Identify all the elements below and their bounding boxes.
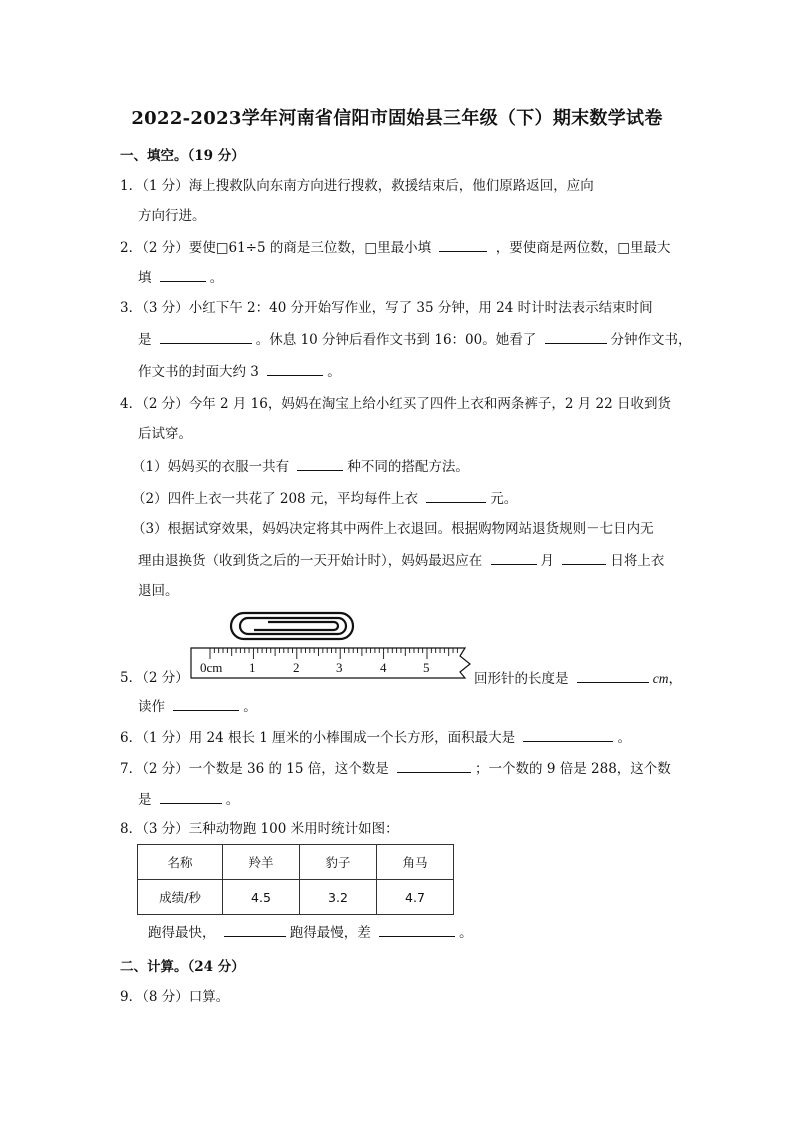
ruler-paperclip-figure [188, 606, 476, 682]
table-header-cell: 角马 [377, 845, 454, 880]
q2-text-d: 。 [209, 270, 224, 286]
ruler-label-1: 1 [249, 660, 256, 675]
q4-sub3-line3: 退回。 [138, 583, 179, 599]
q4-sub2-text-b: 元。 [490, 491, 518, 507]
q3-blank-end-time[interactable] [160, 329, 252, 344]
q3-text-d: 分钟作文书， [610, 332, 692, 348]
section-calculation: 二、计算。（24 分） [120, 959, 245, 975]
q5-text-b: 回形针的长度是 [474, 671, 569, 687]
q4-sub1-text-a: （1）妈妈买的衣服一共有 [132, 459, 290, 475]
q5-blank-length[interactable] [577, 668, 649, 683]
q5-text-d: 读作 [138, 699, 165, 715]
q4-sub3-text-d: 日将上衣 [610, 553, 665, 569]
q3-line2 [138, 329, 692, 350]
q2-line1 [120, 237, 670, 258]
q5-blank-read[interactable] [173, 696, 239, 711]
ruler-label-4: 4 [380, 660, 387, 675]
ruler-label-3: 3 [336, 660, 343, 675]
q7-text-a: 7．（2 分）一个数是 36 的 15 倍，这个数是 [120, 761, 389, 777]
q5-unit: cm [652, 671, 669, 686]
exam-title: 2022-2023学年河南省信阳市固始县三年级（下）期末数学试卷 [131, 108, 663, 129]
q2-text-a: 2．（2 分）要使□61÷5 的商是三位数，□里最小填 [120, 240, 432, 256]
q4-line1: 4．（2 分）今年 2 月 16，妈妈在淘宝上给小红买了四件上衣和两条裤子，2 月 22 日收到货 [120, 396, 672, 412]
q4-sub3-text-b: 理由退换货（收到货之后的一天开始计时），妈妈最迟应在 [138, 553, 483, 569]
q7-blank-1[interactable] [397, 758, 471, 773]
q6-text-b: 。 [617, 730, 631, 746]
q8-text-c: 跑得最慢，差 [289, 925, 371, 941]
q7-text-d: 。 [225, 792, 240, 808]
q2-text-b: ，要使商是两位数，□里最大 [495, 240, 671, 256]
q8-text-d: 。 [459, 925, 473, 941]
q5-line1 [474, 668, 682, 689]
table-header-row [138, 845, 454, 880]
q6-blank-area[interactable] [523, 727, 613, 742]
table-cell: 4.5 [223, 880, 300, 915]
q4-sub1-text-b: 种不同的搭配方法。 [347, 459, 469, 475]
q3-line3 [138, 361, 341, 382]
table-header-cell: 名称 [138, 845, 223, 880]
q2-blank-2[interactable] [160, 267, 206, 282]
table-cell: 4.7 [377, 880, 454, 915]
q4-sub1 [132, 456, 469, 477]
q4-blank-day[interactable] [562, 550, 606, 565]
ruler-label-2: 2 [293, 660, 300, 675]
q4-sub3-text-c: 月 [540, 553, 555, 569]
q9-line: 9．（8 分）口算。 [120, 989, 230, 1005]
q5-label: 5．（2 分） [120, 670, 189, 686]
q3-text-c: 。休息 10 分钟后看作文书到 16：00。她看了 [255, 332, 537, 348]
q1-line2: 方向行进。 [138, 208, 206, 224]
q4-sub3-line1: （3）根据试穿效果，妈妈决定将其中两件上衣退回。根据购物网站退货规则－七日内无 [132, 521, 654, 537]
q4-sub2 [132, 488, 517, 509]
q6-line [120, 727, 631, 748]
paperclip-icon [231, 613, 353, 639]
q8-text-b: 跑得最快， [148, 925, 216, 941]
q2-blank-1[interactable] [439, 237, 487, 252]
table-row [138, 880, 454, 915]
table-header-cell: 豹子 [300, 845, 377, 880]
q7-text-b: ；一个数的 9 倍是 288，这个数 [475, 761, 671, 777]
q3-line1: 3．（3 分）小红下午 2：40 分开始写作业，写了 35 分钟，用 24 时计时法表示结束时间 [120, 300, 653, 316]
q5-line2 [138, 696, 257, 717]
q4-blank-month[interactable] [491, 550, 537, 565]
q7-text-c: 是 [138, 792, 152, 808]
q8-blank-slowest[interactable] [224, 922, 286, 937]
animal-times-table [137, 844, 454, 915]
q4-line2: 后试穿。 [138, 426, 192, 442]
q8-line1: 8．（3 分）三种动物跑 100 米用时统计如图： [120, 821, 399, 837]
q1-line1: 1．（1 分）海上搜救队向东南方向进行搜救，救援结束后，他们原路返回，应向 [120, 178, 594, 194]
q5-text-e: 。 [243, 699, 257, 715]
q2-line2 [138, 267, 223, 288]
q4-blank-combos[interactable] [297, 456, 343, 471]
q4-sub2-text-a: （2）四件上衣一共花了 208 元，平均每件上衣 [132, 491, 418, 507]
ruler-label-0: 0cm [200, 660, 223, 675]
q3-text-b: 是 [138, 332, 152, 348]
table-header-cell: 羚羊 [223, 845, 300, 880]
q7-blank-2[interactable] [160, 789, 222, 804]
q3-blank-minutes[interactable] [545, 329, 607, 344]
ruler-label-5: 5 [423, 660, 430, 675]
q8-blank-difference[interactable] [379, 922, 455, 937]
q6-text-a: 6．（1 分）用 24 根长 1 厘米的小棒围成一个长方形，面积最大是 [120, 730, 516, 746]
q4-blank-price[interactable] [426, 488, 486, 503]
q3-text-e: 作文书的封面大约 3 [138, 364, 259, 380]
q7-line2 [138, 789, 239, 810]
table-cell: 成绩/秒 [138, 880, 223, 915]
q7-line1 [120, 758, 671, 779]
section-fill-in: 一、填空。（19 分） [120, 148, 245, 164]
q5-text-c: ， [668, 671, 683, 687]
q8-line2 [148, 922, 473, 943]
q4-sub3-line2 [138, 550, 664, 571]
q2-text-c: 填 [138, 270, 152, 286]
table-cell: 3.2 [300, 880, 377, 915]
q3-blank-unit[interactable] [267, 361, 323, 376]
q3-text-f: 。 [327, 364, 341, 380]
